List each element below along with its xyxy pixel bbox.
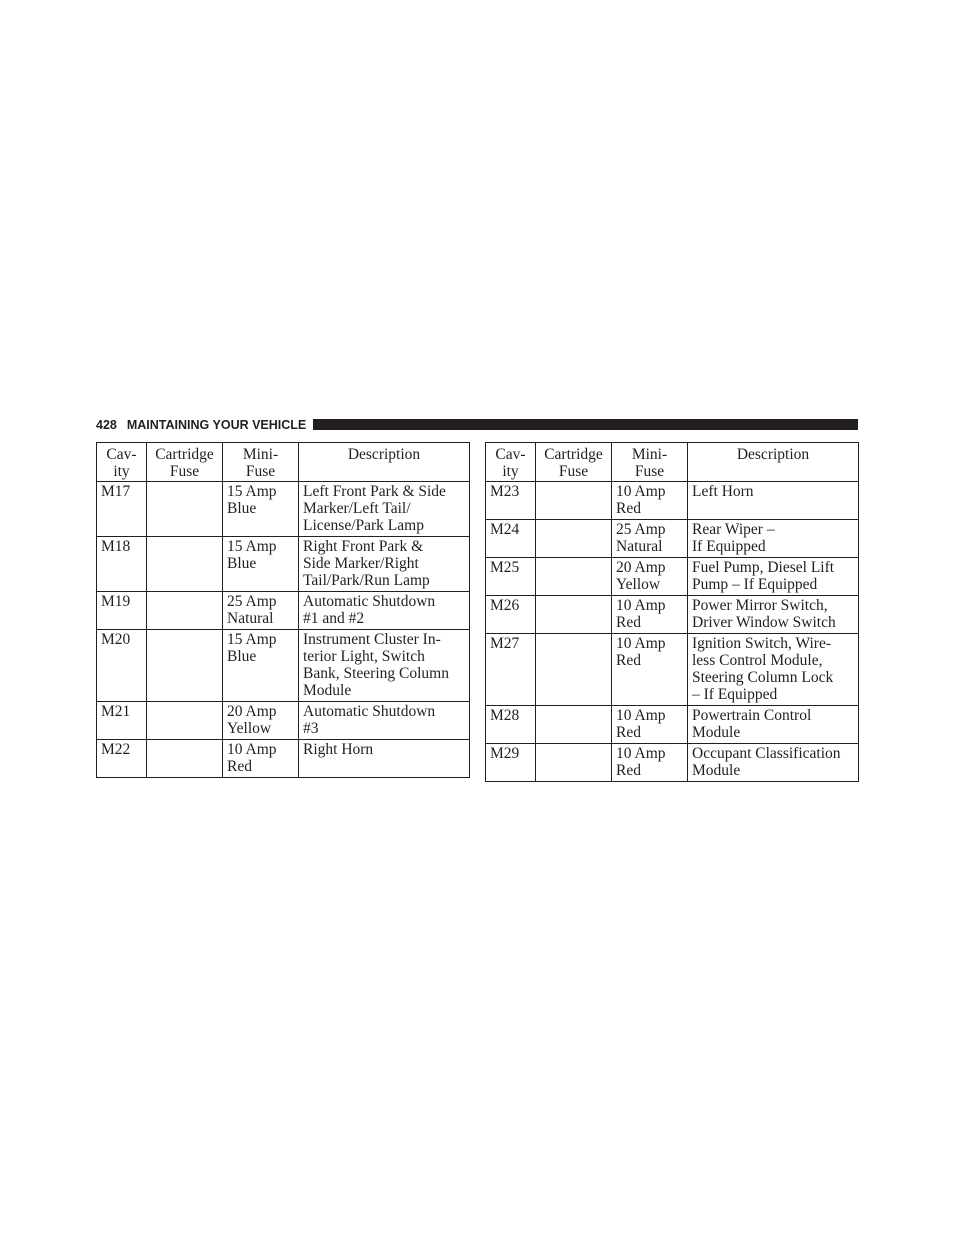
cartridge-cell — [536, 482, 612, 520]
cavity-cell: M18 — [97, 537, 147, 592]
description-cell: Automatic Shutdown #3 — [299, 702, 470, 740]
table-row — [486, 558, 859, 596]
cartridge-cell — [147, 630, 223, 702]
mini-fuse-cell: 15 Amp Blue — [223, 630, 299, 702]
fuse-table-right — [485, 442, 859, 782]
cartridge-cell — [536, 706, 612, 744]
mini-fuse-cell: 25 Amp Natural — [223, 592, 299, 630]
description-cell: Ignition Switch, Wire- less Control Module, Steering Column Lock – If Equipped — [688, 634, 859, 706]
description-cell: Right Front Park & Side Marker/Right Tail/Park/Run Lamp — [299, 537, 470, 592]
mini-fuse-cell: 20 Amp Yellow — [223, 702, 299, 740]
description-cell: Automatic Shutdown #1 and #2 — [299, 592, 470, 630]
column-header-cartridge-fuse: Cartridge Fuse — [536, 443, 612, 482]
header-rule — [313, 419, 858, 430]
description-cell: Powertrain Control Module — [688, 706, 859, 744]
column-header-mini-fuse: Mini- Fuse — [612, 443, 688, 482]
description-cell: Fuel Pump, Diesel Lift Pump – If Equipped — [688, 558, 859, 596]
cavity-cell: M25 — [486, 558, 536, 596]
cavity-cell: M26 — [486, 596, 536, 634]
description-cell: Rear Wiper – If Equipped — [688, 520, 859, 558]
column-header-cavity: Cav- ity — [97, 443, 147, 482]
description-cell: Left Horn — [688, 482, 859, 520]
column-header-cavity: Cav- ity — [486, 443, 536, 482]
table-row — [97, 702, 470, 740]
table-row — [97, 592, 470, 630]
table-header-row — [97, 443, 470, 482]
page-number: 428 — [96, 417, 117, 432]
section-title: MAINTAINING YOUR VEHICLE — [126, 417, 307, 432]
table-row — [97, 630, 470, 702]
cavity-cell: M24 — [486, 520, 536, 558]
description-cell: Instrument Cluster In- terior Light, Switch Bank, Steering Column Module — [299, 630, 470, 702]
page-header — [96, 417, 858, 432]
mini-fuse-cell: 10 Amp Red — [612, 482, 688, 520]
table-row — [486, 520, 859, 558]
table-row — [486, 634, 859, 706]
cavity-cell: M17 — [97, 482, 147, 537]
cavity-cell: M22 — [97, 740, 147, 778]
cavity-cell: M20 — [97, 630, 147, 702]
cartridge-cell — [147, 482, 223, 537]
description-cell: Right Horn — [299, 740, 470, 778]
mini-fuse-cell: 20 Amp Yellow — [612, 558, 688, 596]
cavity-cell: M28 — [486, 706, 536, 744]
mini-fuse-cell: 10 Amp Red — [612, 596, 688, 634]
cartridge-cell — [147, 740, 223, 778]
cavity-cell: M27 — [486, 634, 536, 706]
mini-fuse-cell: 10 Amp Red — [612, 744, 688, 782]
cavity-cell: M19 — [97, 592, 147, 630]
description-cell: Left Front Park & Side Marker/Left Tail/ License/Park Lamp — [299, 482, 470, 537]
mini-fuse-cell: 10 Amp Red — [612, 634, 688, 706]
table-row — [97, 537, 470, 592]
mini-fuse-cell: 25 Amp Natural — [612, 520, 688, 558]
cartridge-cell — [536, 596, 612, 634]
cartridge-cell — [536, 634, 612, 706]
cartridge-cell — [147, 702, 223, 740]
table-row — [486, 744, 859, 782]
table-row — [486, 596, 859, 634]
column-header-description: Description — [688, 443, 859, 482]
description-cell: Occupant Classification Module — [688, 744, 859, 782]
table-row — [97, 482, 470, 537]
cartridge-cell — [536, 558, 612, 596]
table-row — [486, 706, 859, 744]
cartridge-cell — [536, 520, 612, 558]
mini-fuse-cell: 15 Amp Blue — [223, 537, 299, 592]
mini-fuse-cell: 15 Amp Blue — [223, 482, 299, 537]
cavity-cell: M29 — [486, 744, 536, 782]
table-header-row — [486, 443, 859, 482]
column-header-mini-fuse: Mini- Fuse — [223, 443, 299, 482]
mini-fuse-cell: 10 Amp Red — [612, 706, 688, 744]
cavity-cell: M23 — [486, 482, 536, 520]
cavity-cell: M21 — [97, 702, 147, 740]
column-header-cartridge-fuse: Cartridge Fuse — [147, 443, 223, 482]
description-cell: Power Mirror Switch, Driver Window Switch — [688, 596, 859, 634]
cartridge-cell — [147, 537, 223, 592]
cartridge-cell — [147, 592, 223, 630]
table-row — [97, 740, 470, 778]
fuse-table-left — [96, 442, 470, 778]
column-header-description: Description — [299, 443, 470, 482]
table-row — [486, 482, 859, 520]
mini-fuse-cell: 10 Amp Red — [223, 740, 299, 778]
cartridge-cell — [536, 744, 612, 782]
